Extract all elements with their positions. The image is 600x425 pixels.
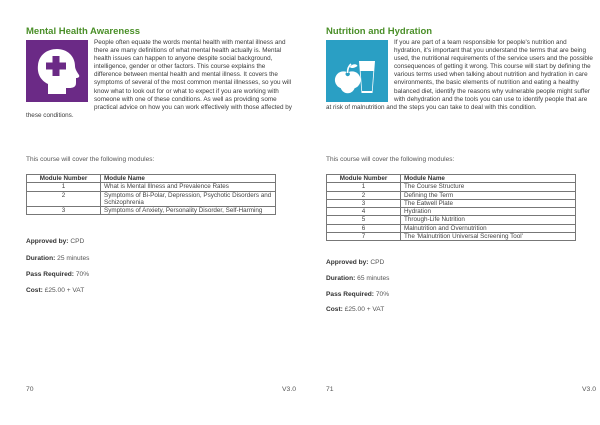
version-label: V3.0 — [282, 386, 296, 393]
pass-value: 70% — [75, 271, 90, 278]
column-header: Module Name — [401, 175, 576, 183]
course-title: Nutrition and Hydration — [326, 26, 433, 37]
duration-value: 65 minutes — [357, 275, 390, 282]
cost — [26, 287, 84, 294]
duration-label: Duration: — [26, 255, 56, 262]
module-name: Through-Life Nutrition — [401, 216, 576, 224]
approved-value: CPD — [370, 259, 385, 266]
module-name: The Eatwell Plate — [401, 199, 576, 207]
module-number: 4 — [327, 208, 401, 216]
approved-by — [26, 238, 84, 245]
course-description — [326, 39, 594, 112]
duration — [26, 255, 89, 262]
version-label: V3.0 — [582, 386, 596, 393]
table-row — [327, 233, 576, 241]
right-page — [326, 0, 596, 425]
duration-value: 25 minutes — [57, 255, 90, 262]
column-header: Module Number — [327, 175, 401, 183]
page-number: 71 — [326, 386, 334, 393]
table-row — [327, 199, 576, 207]
pass-value: 70% — [375, 291, 390, 298]
modules-intro: This course will cover the following modules: — [26, 156, 155, 163]
cost-label: Cost: — [26, 287, 43, 294]
approved-label: Approved by: — [26, 238, 69, 245]
column-header: Module Number — [27, 175, 101, 183]
course-description — [26, 39, 294, 120]
module-number: 1 — [327, 183, 401, 191]
table-row — [327, 224, 576, 232]
pass-required — [326, 291, 389, 298]
module-name: Hydration — [401, 208, 576, 216]
column-header: Module Name — [101, 175, 276, 183]
table-row — [327, 183, 576, 191]
course-title: Mental Health Awareness — [26, 26, 141, 37]
approved-value: CPD — [70, 238, 85, 245]
cost-value: £25.00 + VAT — [344, 306, 385, 313]
module-name: Symptoms of Anxiety, Personality Disorder, Self-Harming — [101, 207, 276, 215]
module-number: 1 — [27, 183, 101, 191]
table-row — [27, 191, 276, 207]
table-row — [27, 183, 276, 191]
description-text: If you are part of a team responsible for people's nutrition and hydration, it's important that you understand the terms that are being used, the nutritional requirements of the service users and the possible consequences of getting it wrong. This course will start by defining the various terms used when talking about nutrition and hydration in care environments, the basic elements of nutrition and eating a healthy balanced diet, identify the reasons why vulnerable people might suffer with dehydration and the tools you can use to identify people that are at risk of malnutrition and the steps you can take to deal with this condition. — [326, 39, 593, 111]
pass-label: Pass Required: — [326, 291, 375, 298]
module-name: Defining the Term — [401, 191, 576, 199]
approved-label: Approved by: — [326, 259, 369, 266]
modules-table — [26, 174, 276, 215]
pass-label: Pass Required: — [26, 271, 75, 278]
page-number: 70 — [26, 386, 34, 393]
module-name: Malnutrition and Overnutrition — [401, 224, 576, 232]
cost — [326, 306, 384, 313]
cost-label: Cost: — [326, 306, 343, 313]
module-number: 5 — [327, 216, 401, 224]
table-row — [27, 207, 276, 215]
table-row — [327, 208, 576, 216]
module-number: 3 — [327, 199, 401, 207]
table-header-row — [27, 175, 276, 183]
module-name: Symptoms of Bi-Polar, Depression, Psychotic Disorders and Schizophrenia — [101, 191, 276, 207]
left-page — [26, 0, 296, 425]
module-name: The Course Structure — [401, 183, 576, 191]
module-number: 2 — [327, 191, 401, 199]
cost-value: £25.00 + VAT — [44, 287, 85, 294]
module-name: The 'Malnutrition Universal Screening Tool' — [401, 233, 576, 241]
pass-required — [26, 271, 89, 278]
modules-table — [326, 174, 576, 241]
table-row — [327, 216, 576, 224]
description-text: People often equate the words mental health with mental illness and there are many definitions of what mental health actually is. Mental health issues can happen to anyone despite social background, intelligence, gender or other factors. This course explains the difference between mental health and mental illness. It covers the symptoms of several of the most common mental illnesses, so you will know what to look out for or what to expect if you are working with someone with one of these conditions. As well as providing some practical advice on how you can work effectively with those affected by these conditions. — [26, 39, 292, 119]
module-number: 3 — [27, 207, 101, 215]
module-number: 7 — [327, 233, 401, 241]
table-header-row — [327, 175, 576, 183]
approved-by — [326, 259, 384, 266]
module-number: 6 — [327, 224, 401, 232]
duration-label: Duration: — [326, 275, 356, 282]
module-name: What is Mental Illness and Prevalence Rates — [101, 183, 276, 191]
table-row — [327, 191, 576, 199]
duration — [326, 275, 389, 282]
module-number: 2 — [27, 191, 101, 207]
modules-intro: This course will cover the following modules: — [326, 156, 455, 163]
